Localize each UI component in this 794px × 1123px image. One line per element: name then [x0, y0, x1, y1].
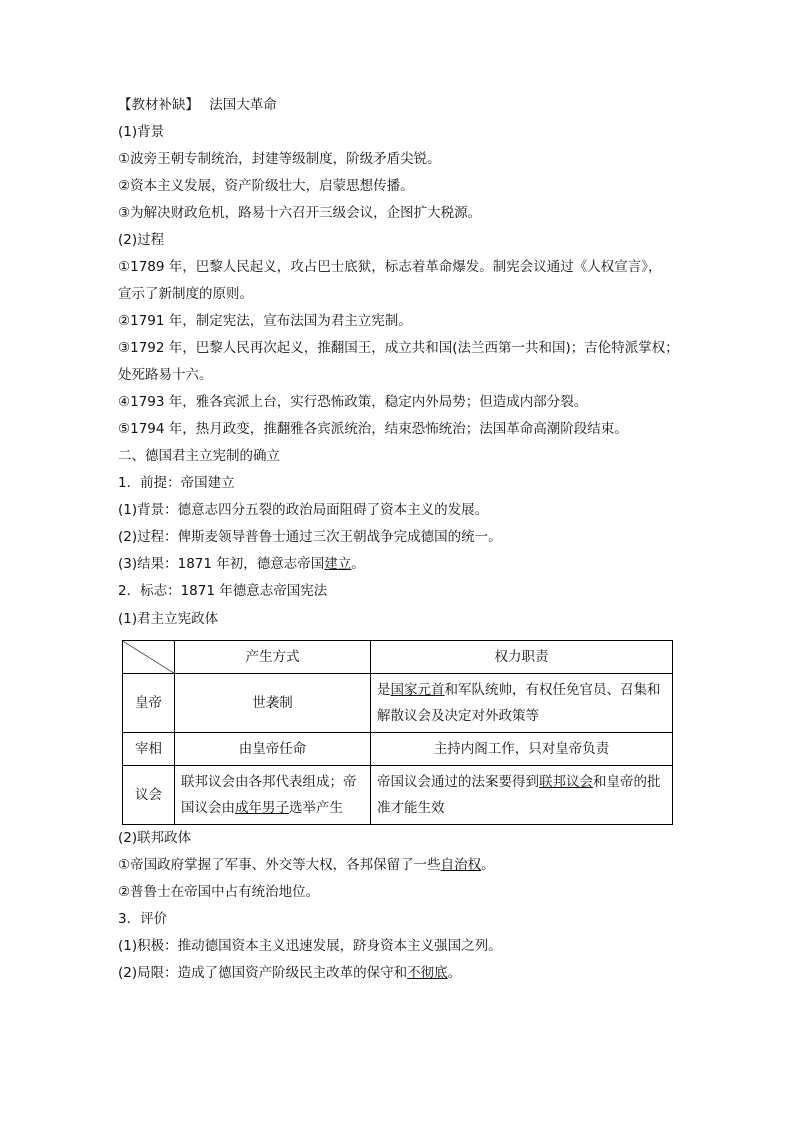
text-line: ④1793 年，雅各宾派上台，实行恐怖政策，稳定内外局势；但造成内部分裂。	[118, 394, 588, 410]
government-structure-table	[122, 640, 673, 825]
text-segment: (2)局限：造成了德国资产阶级民主改革的保守和	[118, 965, 408, 981]
duty-cell	[371, 674, 673, 733]
diagonal-corner-cell	[123, 641, 175, 674]
text-line: 处死路易十六。	[118, 367, 213, 383]
subheading-background: (1)背景	[118, 124, 165, 140]
text-line: ①1789 年，巴黎人民起义，攻占巴士底狱，标志着革命爆发。制宪会议通过《人权宣言》，	[118, 259, 662, 275]
text-line	[118, 856, 495, 874]
text-line: (2)过程：俾斯麦领导普鲁士通过三次王朝战争完成德国的统一。	[118, 529, 502, 545]
underlined-term: 不彻底	[407, 965, 448, 981]
text-line: ②1791 年，制定宪法，宣布法国为君主立宪制。	[118, 313, 412, 329]
duty-cell: 主持内阁工作，只对皇帝负责	[371, 733, 673, 766]
table-row	[123, 674, 673, 733]
row-label: 皇帝	[123, 674, 175, 733]
subheading-sign: 2．标志：1871 年德意志帝国宪法	[118, 583, 328, 599]
text-line: ⑤1794 年，热月政变，推翻雅各宾派统治，结束恐怖统治；法国革命高潮阶段结束。	[118, 421, 628, 437]
text-line: ③1792 年，巴黎人民再次起义，推翻国王，成立共和国(法兰西第一共和国)；吉伦特派掌权；	[118, 340, 679, 356]
subheading-process: (2)过程	[118, 232, 165, 248]
method-cell: 世袭制	[175, 674, 371, 733]
row-label: 宰相	[123, 733, 175, 766]
row-label: 议会	[123, 766, 175, 825]
section-title: 法国大革命	[209, 97, 277, 113]
duty-cell	[371, 766, 673, 825]
section-heading-germany: 二、德国君主立宪制的确立	[118, 448, 280, 464]
text-line	[118, 964, 461, 982]
method-cell	[175, 766, 371, 825]
method-cell: 由皇帝任命	[175, 733, 371, 766]
table-row	[123, 733, 673, 766]
text-line: ③为解决财政危机，路易十六召开三级会议，企图扩大税源。	[118, 205, 482, 221]
text-line: ①波旁王朝专制统治，封建等级制度，阶级矛盾尖锐。	[118, 151, 441, 167]
text-line: 宣示了新制度的原则。	[118, 286, 253, 302]
subheading-evaluation: 3．评价	[118, 911, 168, 927]
supplement-tag: 【教材补缺】	[118, 97, 199, 113]
text-segment: 选举产生	[289, 800, 343, 816]
text-segment: (3)结果：1871 年初，德意志帝国	[118, 556, 325, 572]
text-segment: ①帝国政府掌握了军事、外交等大权，各邦保留了一些	[118, 857, 441, 873]
section-heading-french-revolution	[118, 96, 277, 114]
text-line: ②资本主义发展，资产阶级壮大，启蒙思想传播。	[118, 178, 414, 194]
underlined-term: 联邦议会	[539, 774, 593, 790]
subheading-federal: (2)联邦政体	[118, 830, 192, 846]
text-segment: 和皇帝的批准才能生效	[377, 774, 661, 816]
text-segment: 。	[351, 556, 365, 572]
text-line	[118, 555, 365, 573]
text-segment: 是	[377, 682, 391, 698]
text-segment: 和军队统帅，有权任免官员、召集和解散议会及决定对外政策等	[377, 682, 661, 724]
text-line: (1)积极：推动德国资本主义迅速发展，跻身资本主义强国之列。	[118, 938, 502, 954]
table-header-duty: 权力职责	[371, 641, 673, 674]
underlined-term: 国家元首	[390, 682, 445, 698]
subheading-premise: 1．前提：帝国建立	[118, 475, 235, 491]
text-segment: 帝国议会通过的法案要得到	[377, 774, 539, 790]
text-segment: 。	[447, 965, 462, 981]
text-line: (1)背景：德意志四分五裂的政治局面阻碍了资本主义的发展。	[118, 502, 489, 518]
underlined-term: 自治权	[440, 857, 482, 873]
table-row	[123, 766, 673, 825]
text-line: ②普鲁士在帝国中占有统治地位。	[118, 884, 320, 900]
table-header-row	[123, 641, 673, 674]
text-segment: 。	[481, 857, 495, 873]
underlined-term: 建立	[324, 556, 352, 572]
underlined-term: 成年男子	[235, 800, 289, 816]
text-segment: 联邦议会由各邦代表组成；帝国议会由	[181, 774, 357, 816]
table-header-method: 产生方式	[175, 641, 371, 674]
subheading-constitutional-monarchy: (1)君主立宪政体	[118, 611, 219, 627]
